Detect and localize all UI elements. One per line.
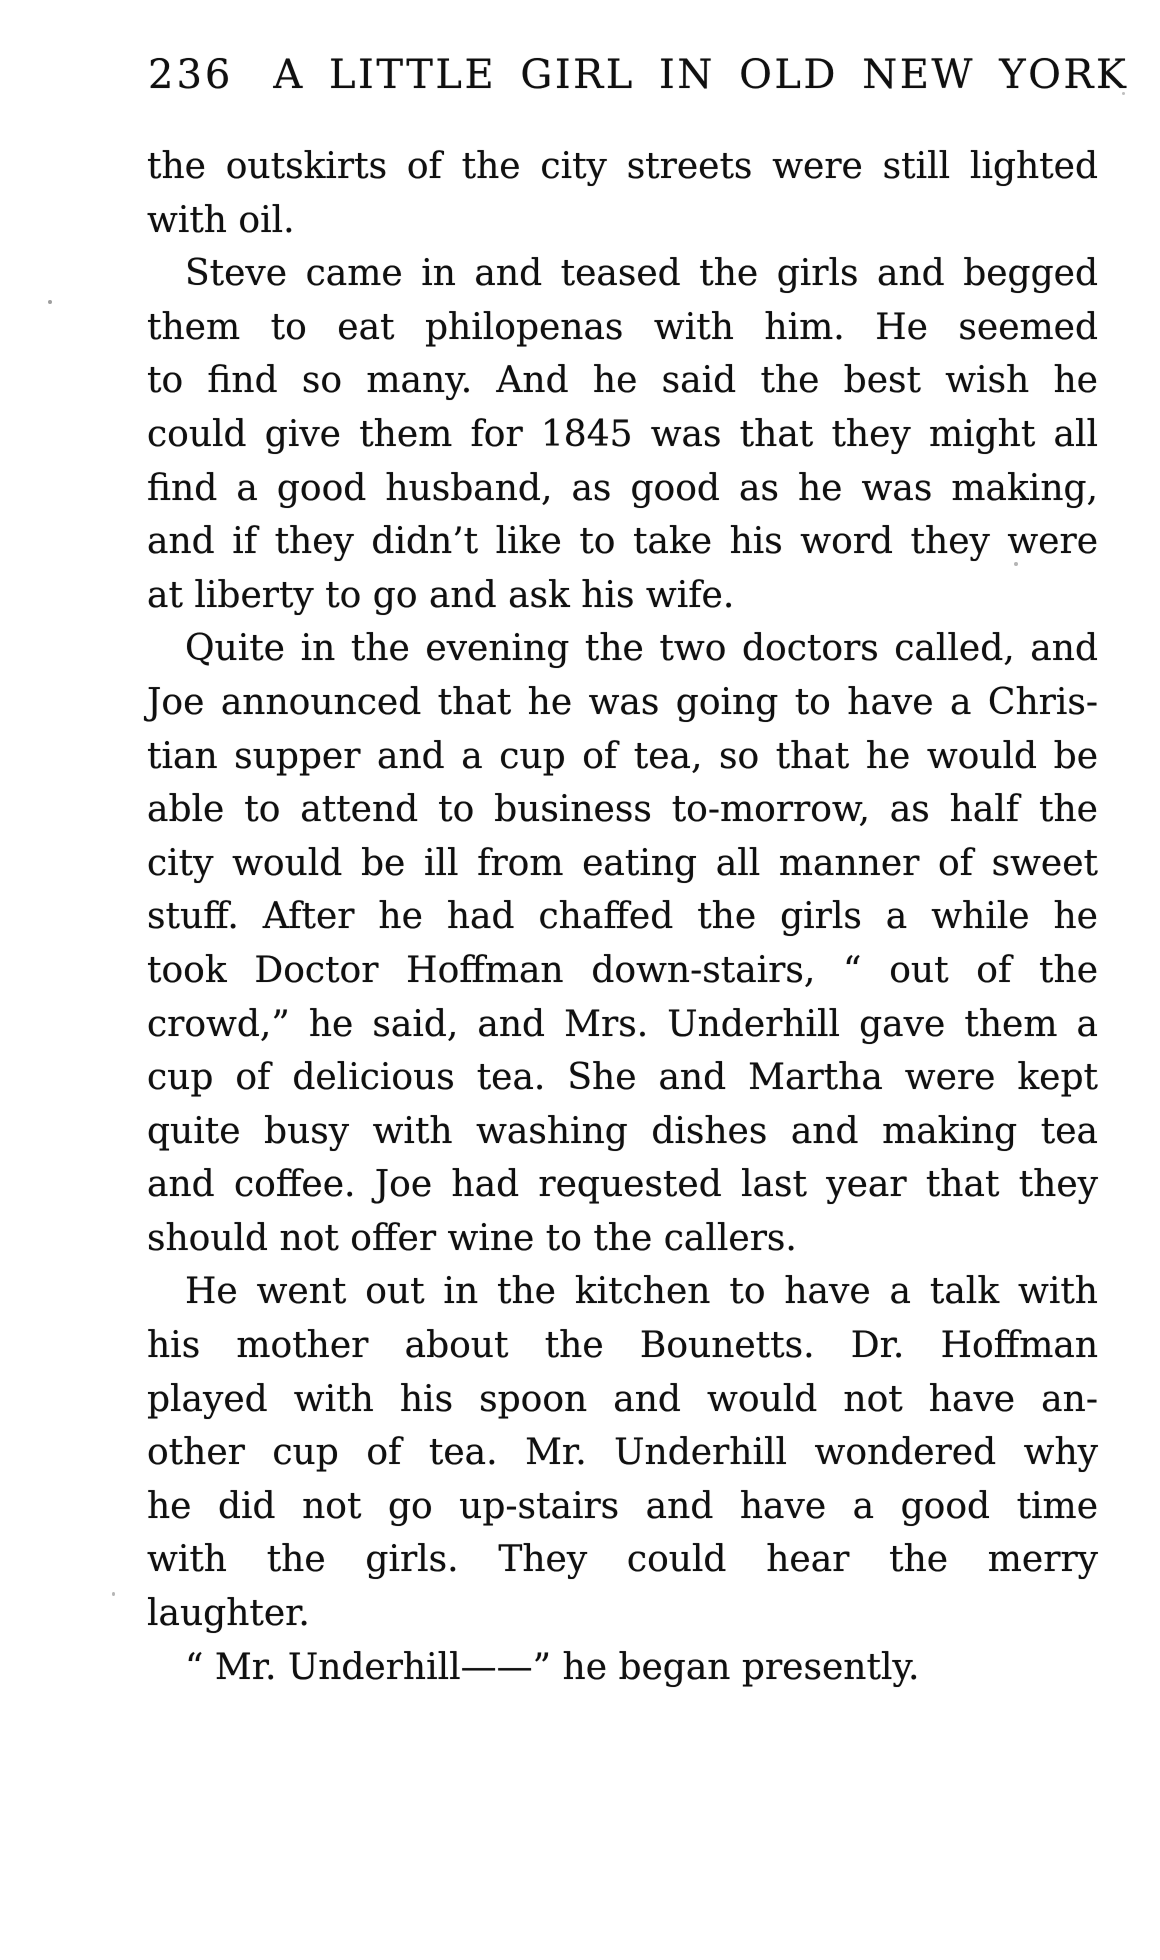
page-number: 236 xyxy=(148,52,234,98)
text-line: city would be ill from eating all manner of sweet xyxy=(147,842,1098,884)
text-line: tian supper and a cup of tea, so that he would be xyxy=(147,735,1098,777)
text-line: cup of delicious tea. She and Martha were kept xyxy=(147,1057,1098,1099)
text-line: and if they didn’t like to take his word they were xyxy=(147,521,1098,563)
paragraph xyxy=(147,622,1098,1265)
text-line: with oil. xyxy=(147,199,295,241)
text-line: Quite in the evening the two doctors called, and xyxy=(185,628,1098,670)
text-line: took Doctor Hoffman down-stairs, “ out of the xyxy=(147,949,1098,991)
text-line: to find so many. And he said the best wish he xyxy=(147,360,1098,402)
text-line: he did not go up-stairs and have a good time xyxy=(147,1485,1098,1527)
paragraph xyxy=(147,140,1098,247)
text-line: find a good husband, as good as he was making, xyxy=(147,467,1098,509)
paragraph xyxy=(147,1641,1098,1695)
text-line: his mother about the Bounetts. Dr. Hoffman xyxy=(147,1325,1098,1367)
text-line: quite busy with washing dishes and making tea xyxy=(147,1110,1098,1152)
paragraph xyxy=(147,247,1098,622)
text-line: stuff. After he had chaffed the girls a while he xyxy=(147,896,1098,938)
scan-speck xyxy=(112,1592,115,1596)
text-line: Joe announced that he was going to have a Chris- xyxy=(147,681,1098,723)
text-line: laughter. xyxy=(147,1593,310,1635)
page-header xyxy=(148,52,1129,98)
text-line: Steve came in and teased the girls and begged xyxy=(185,253,1098,295)
text-line: crowd,” he said, and Mrs. Underhill gave them a xyxy=(147,1003,1098,1045)
text-line: them to eat philopenas with him. He seemed xyxy=(147,306,1098,348)
text-line: at liberty to go and ask his wife. xyxy=(147,574,735,616)
text-line: other cup of tea. Mr. Underhill wondered why xyxy=(147,1432,1098,1474)
text-line: “ Mr. Underhill——” he began presently. xyxy=(185,1646,920,1688)
text-line: played with his spoon and would not have an- xyxy=(147,1378,1098,1420)
scan-speck xyxy=(1014,562,1018,566)
text-line: should not offer wine to the callers. xyxy=(147,1217,797,1259)
scan-speck xyxy=(48,300,52,304)
running-title: A LITTLE GIRL IN OLD NEW YORK xyxy=(273,52,1129,98)
paragraph xyxy=(147,1265,1098,1640)
text-line: with the girls. They could hear the merry xyxy=(147,1539,1098,1581)
text-line: could give them for 1845 was that they might all xyxy=(147,413,1098,455)
text-block xyxy=(147,140,1098,1694)
text-line: and coffee. Joe had requested last year that they xyxy=(147,1164,1098,1206)
text-line: the outskirts of the city streets were still lighted xyxy=(147,146,1098,187)
text-line: He went out in the kitchen to have a talk with xyxy=(185,1271,1098,1313)
text-line: able to attend to business to-morrow, as half the xyxy=(147,789,1098,831)
scan-speck xyxy=(1122,92,1125,95)
